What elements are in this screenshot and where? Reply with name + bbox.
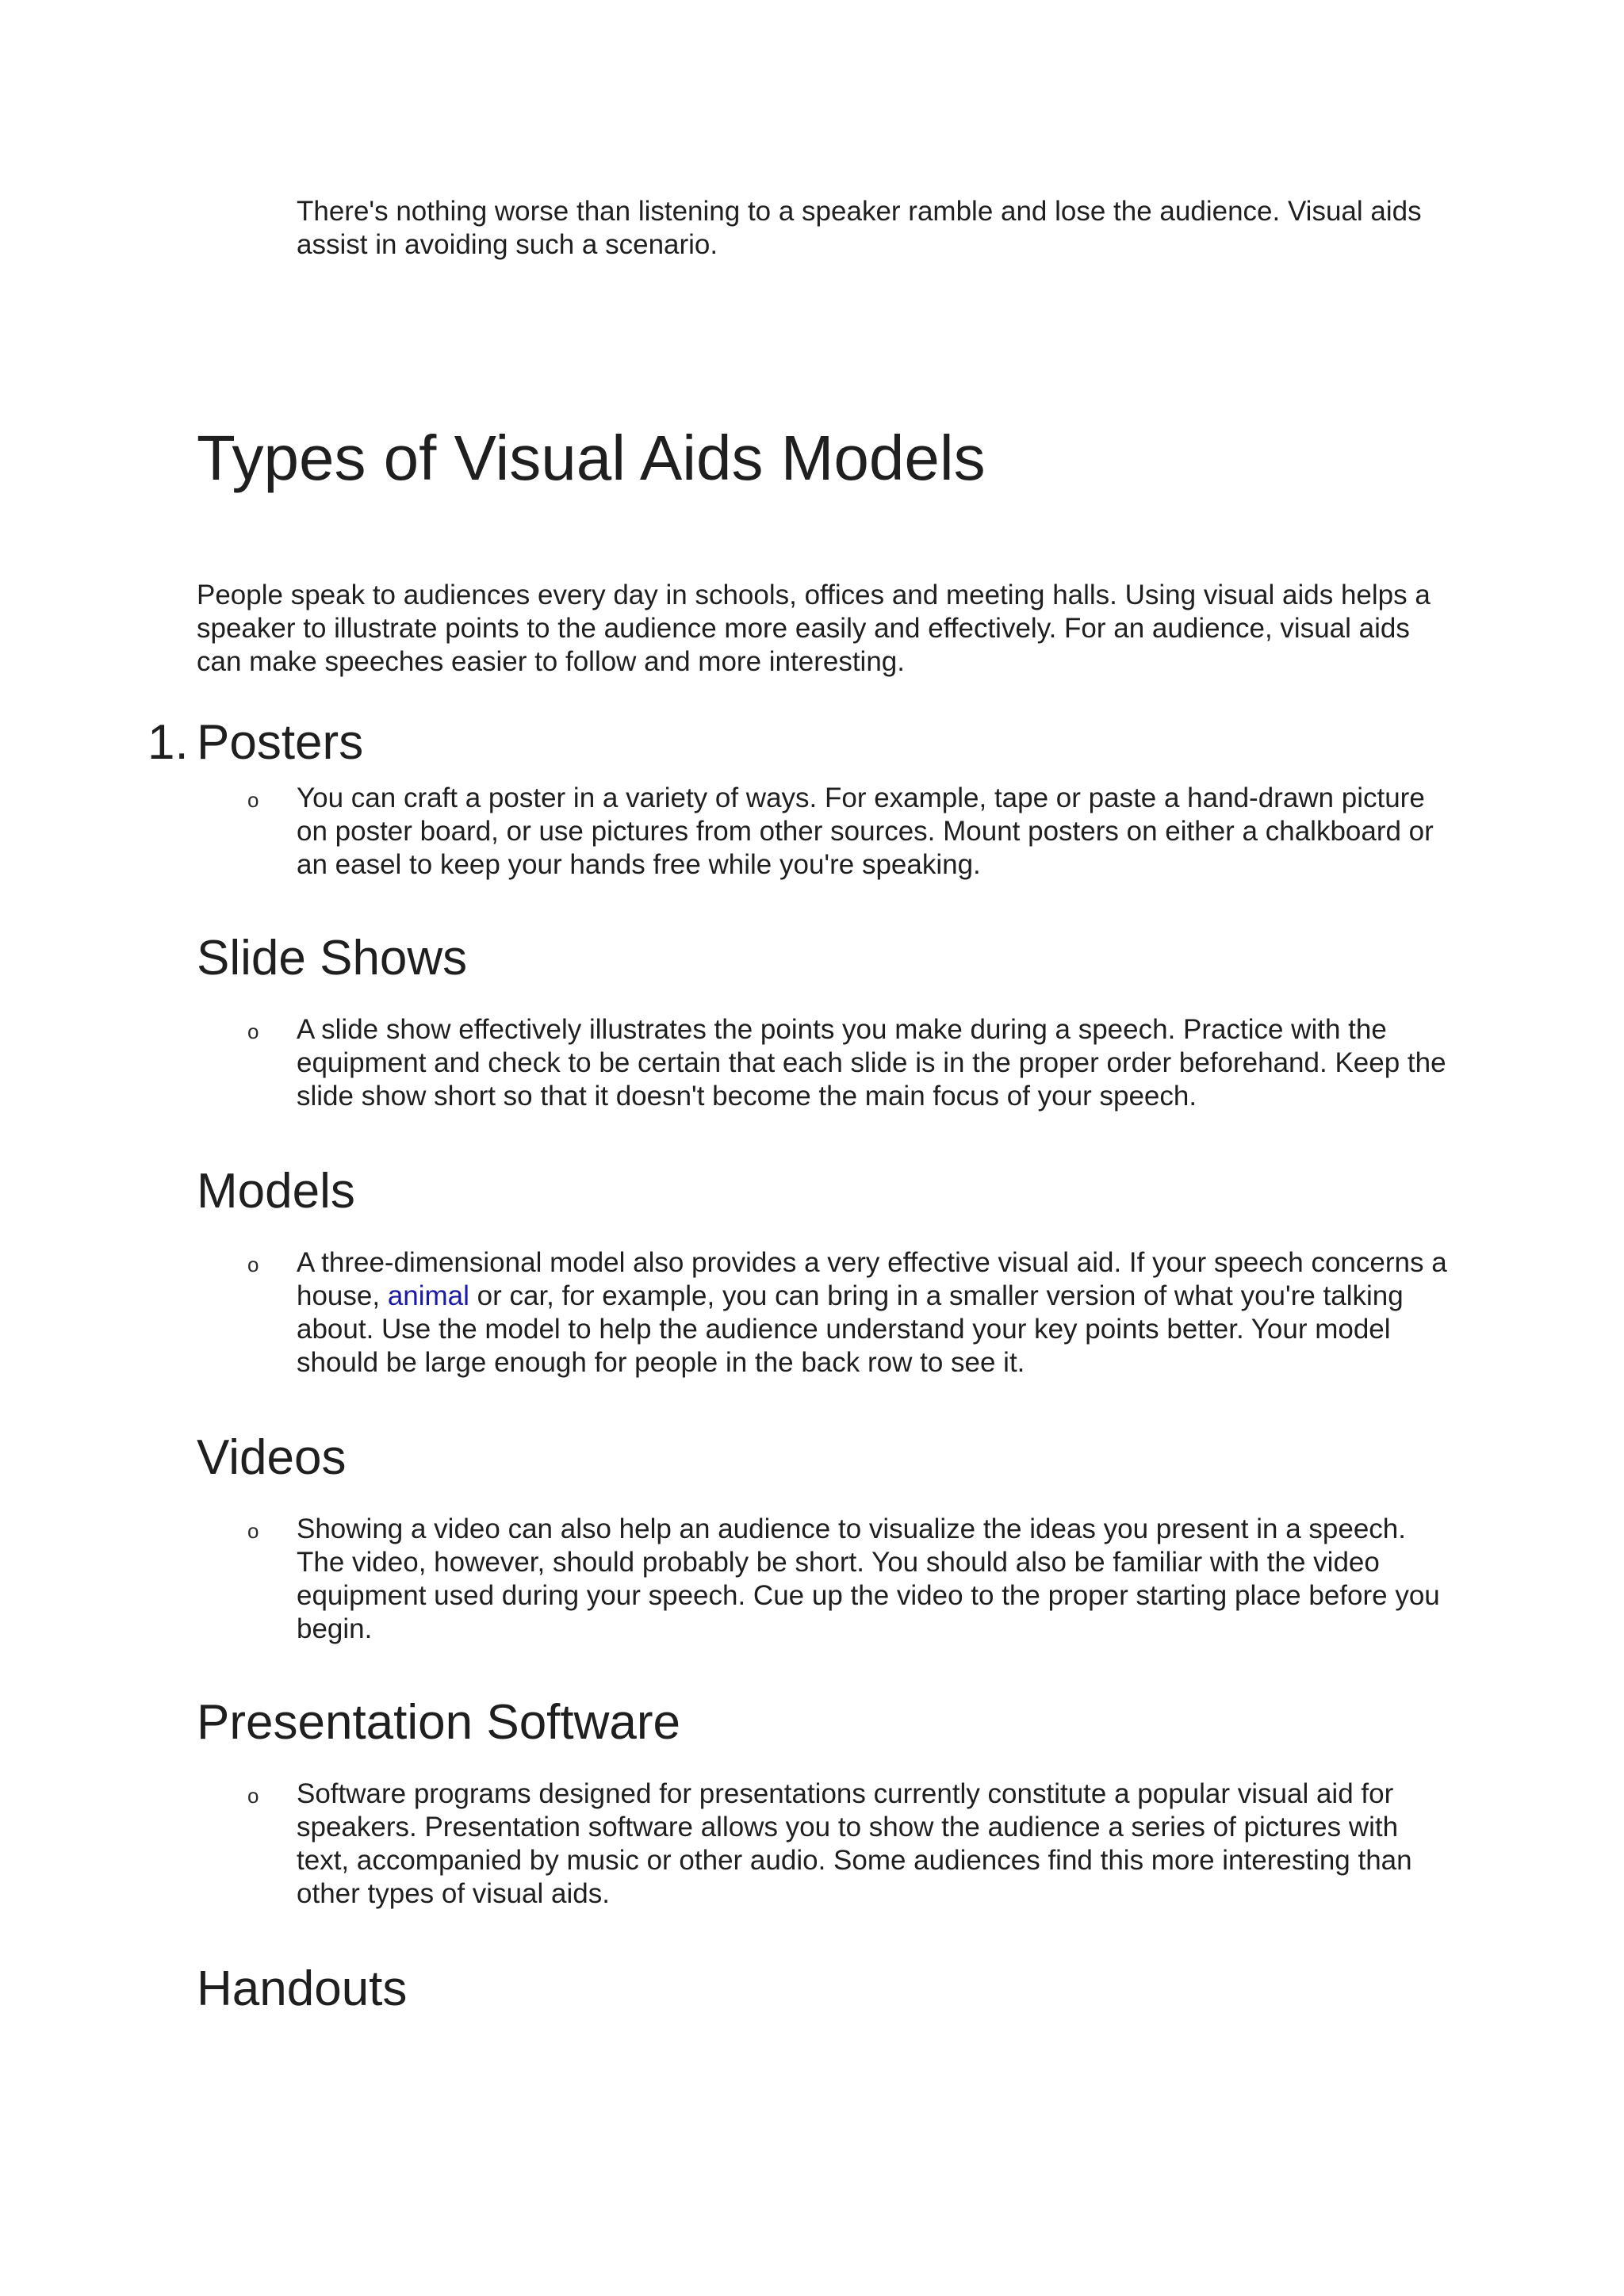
section-text-videos: Showing a video can also help an audience to visualize the ideas you present in a speech. The video, however, should probably be short. You should also be familiar with the video equipment used during your speech. Cue up the video to the proper starting place before you begin. [297, 1513, 1440, 1644]
section-heading-videos: Videos [197, 1430, 347, 1485]
section-heading-handouts: Handouts [197, 1961, 408, 2016]
page-title: Types of Visual Aids Models [197, 423, 986, 493]
section-videos [197, 1429, 1465, 1646]
list-item [247, 1013, 1454, 1113]
section-heading-models: Models [197, 1164, 355, 1219]
section-text-models [297, 1246, 1454, 1380]
section-heading-slide-shows: Slide Shows [197, 931, 468, 985]
list-item [247, 782, 1454, 882]
circle-bullet-icon: o [247, 1784, 259, 1808]
list-item [247, 1513, 1454, 1646]
section-posters [147, 714, 1465, 882]
section-heading-posters [147, 714, 1465, 772]
section-presentation-software [197, 1693, 1465, 1911]
section-text-posters: You can craft a poster in a variety of ways. For example, tape or paste a hand-drawn picture on poster board, or use pictures from other sources. Mount posters on either a chalkboard or an easel to keep your hands free while you're speaking. [297, 783, 1434, 880]
models-text-after: or car, for example, you can bring in a smaller version of what you're talking about. Use the model to help the audience understand your key points better. Your model should be large enough for people in the back row to see it. [297, 1280, 1404, 1378]
list-item [247, 1777, 1454, 1911]
section-text-slide-shows: A slide show effectively illustrates the points you make during a speech. Practice with the equipment and check to be certain that each slide is in the proper order beforehand. Keep the slide show short so that it doesn't become the main focus of your speech. [297, 1014, 1446, 1112]
section-text-presentation-software: Software programs designed for presentations currently constitute a popular visual aid for speakers. Presentation software allows you to show the audience a series of pictures with text, accompanied by music or other audio. Some audiences find this more interesting than other types of visual aids. [297, 1778, 1412, 1909]
section-slide-shows [197, 929, 1465, 1113]
circle-bullet-icon: o [247, 1020, 259, 1043]
list-item [247, 1246, 1454, 1380]
section-heading-label: Posters [197, 715, 364, 770]
models-text-before: A three-dimensional model also provides a very effective visual aid. If your speech concerns a house, [297, 1247, 1447, 1311]
circle-bullet-icon: o [247, 788, 259, 812]
intro-paragraph: There's nothing worse than listening to a speaker ramble and lose the audience. Visual aids assist in avoiding such a scenario. [297, 196, 1422, 260]
section-models [197, 1162, 1465, 1380]
section-heading-presentation-software: Presentation Software [197, 1695, 681, 1750]
animal-link[interactable]: animal [387, 1280, 469, 1311]
section-handouts [197, 1960, 1465, 2019]
list-number: 1. [147, 715, 189, 770]
lead-paragraph: People speak to audiences every day in schools, offices and meeting halls. Using visual aids helps a speaker to illustrate points to the audience more easily and effectively. For an audience, visual aids can make speeches easier to follow and more interesting. [197, 580, 1431, 677]
circle-bullet-icon: o [247, 1253, 259, 1276]
circle-bullet-icon: o [247, 1519, 259, 1543]
